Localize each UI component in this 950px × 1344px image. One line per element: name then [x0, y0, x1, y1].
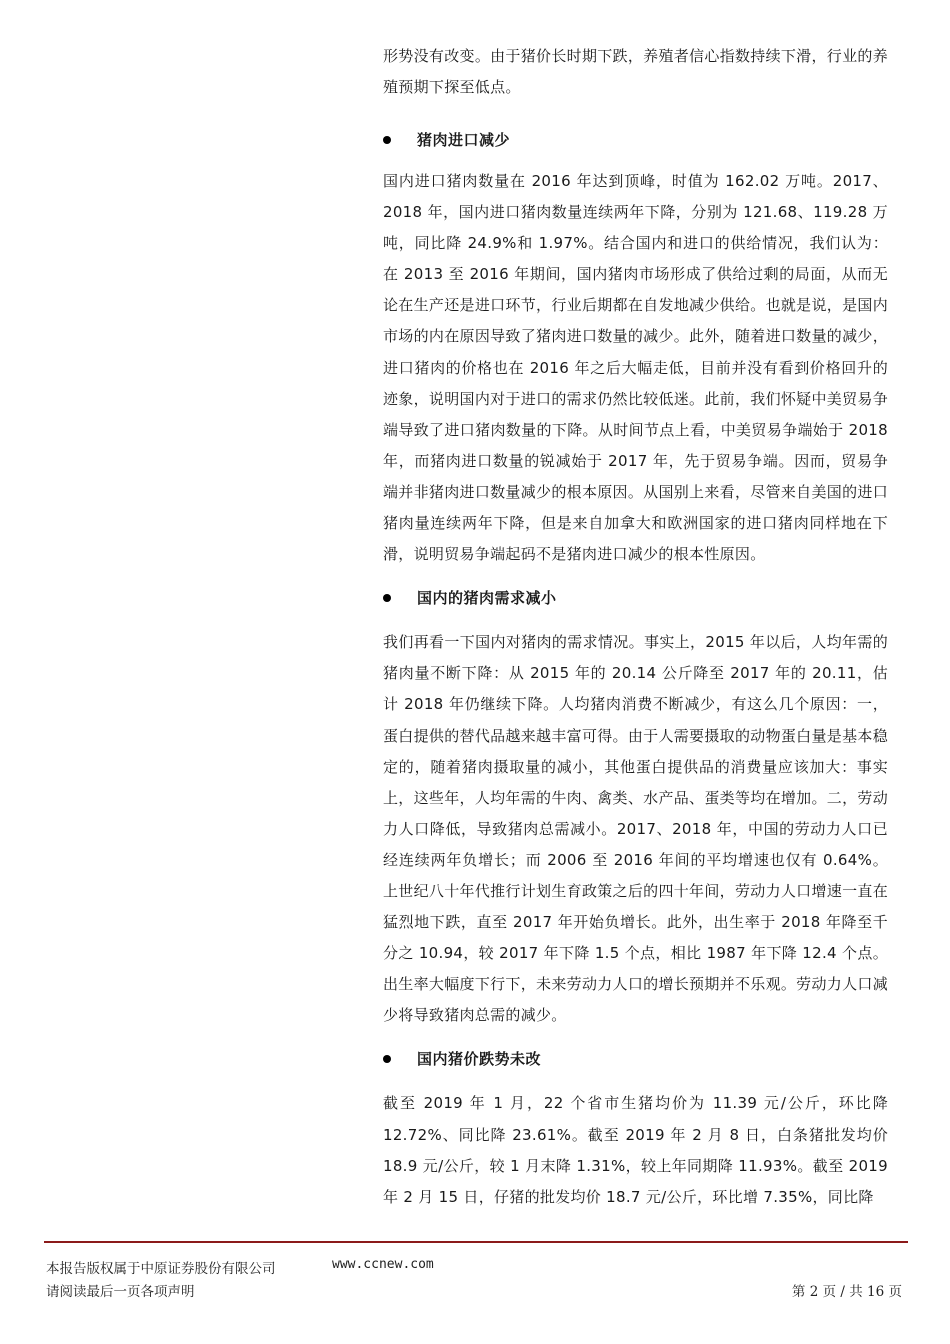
section-heading-price — [383, 1044, 888, 1075]
footer-divider — [44, 1241, 908, 1243]
heading-text: 国内的猪肉需求减小 — [417, 589, 557, 608]
footer-disclaimer-notice: 请阅读最后一页各项声明 — [46, 1284, 195, 1300]
footer-copyright: 本报告版权属于中原证券股份有限公司 — [46, 1261, 276, 1277]
page-number: 第 2 页 / 共 16 页 — [791, 1284, 902, 1300]
bullet-icon — [383, 136, 391, 144]
footer-website-link[interactable]: www.ccnew.com — [332, 1257, 434, 1272]
section-heading-demand — [383, 583, 888, 614]
report-body — [383, 41, 888, 1213]
paragraph-demand: 我们再看一下国内对猪肉的需求情况。事实上，2015 年以后，人均年需的猪肉量不断下降：从 2015 年的 20.14 公斤降至 2017 年的 20.11，估计 2018 年仍继续下降。人均猪肉消费不断减少，有这么几个原因：一，蛋白提供的替代品越来越丰富可得。由于人需要摄取的动物蛋白量是基本稳定的，随着猪肉摄取量的减小，其他蛋白提供品的消费量应该加大：事实上，这些年，人均年需的牛肉、禽类、水产品、蛋类等均在增加。二，劳动力人口降低，导致猪肉总需减小。2017、2018 年，中国的劳动力人口已经连续两年负增长；而 2006 至 2016 年间的平均增速也仅有 0.64%。上世纪八十年代推行计划生育政策之后的四十年间，劳动力人口增速一直在猛烈地下跌，直至 2017 年开始负增长。此外，出生率于 2018 年降至千分之 10.94，较 2017 年下降 1.5 个点，相比 1987 年下降 12.4 个点。出生率大幅度下行下，未来劳动力人口的增长预期并不乐观。劳动力人口减少将导致猪肉总需的减少。 — [383, 633, 888, 1025]
section-heading-import — [383, 125, 888, 156]
heading-text: 猪肉进口减少 — [417, 131, 511, 149]
bullet-icon — [383, 1055, 391, 1063]
paragraph-import: 国内进口猪肉数量在 2016 年达到顶峰，时值为 162.02 万吨。2017、2018 年，国内进口猪肉数量连续两年下降，分别为 121.68、119.28 万吨，同比降 24.9%和 1.97%。结合国内和进口的供给情况，我们认为：在 2013 至 2016 年期间，国内猪肉市场形成了供给过剩的局面，从而无论在生产还是进口环节，行业后期都在自发地减少供给。也就是说，是国内市场的内在原因导致了猪肉进口数量的减少。此外，随着进口数量的减少，进口猪肉的价格也在 2016 年之后大幅走低，目前并没有看到价格回升的迹象，说明国内对于进口的需求仍然比较低迷。此前，我们怀疑中美贸易争端导致了进口猪肉数量的下降。从时间节点上看，中美贸易争端始于 2018 年，而猪肉进口数量的锐减始于 2017 年，先于贸易争端。因而，贸易争端并非猪肉进口数量减少的根本原因。从国别上来看，尽管来自美国的进口猪肉量连续两年下降，但是来自加拿大和欧洲国家的进口猪肉同样地在下滑，说明贸易争端起码不是猪肉进口减少的根本性原因。 — [383, 172, 888, 564]
heading-text: 国内猪价跌势未改 — [417, 1050, 542, 1069]
paragraph-intro: 形势没有改变。由于猪价长时期下跌，养殖者信心指数持续下滑，行业的养殖预期下探至低点。 — [383, 47, 888, 97]
bullet-icon — [383, 594, 391, 602]
paragraph-price: 截至 2019 年 1 月，22 个省市生猪均价为 11.39 元/公斤，环比降 12.72%、同比降 23.61%。截至 2019 年 2 月 8 日，白条猪批发均价 18.9 元/公斤，较 1 月末降 1.31%，较上年同期降 11.93%。截至 2019 年 2 月 15 日，仔猪的批发均价 18.7 元/公斤，环比增 7.35%，同比降 — [383, 1094, 888, 1206]
